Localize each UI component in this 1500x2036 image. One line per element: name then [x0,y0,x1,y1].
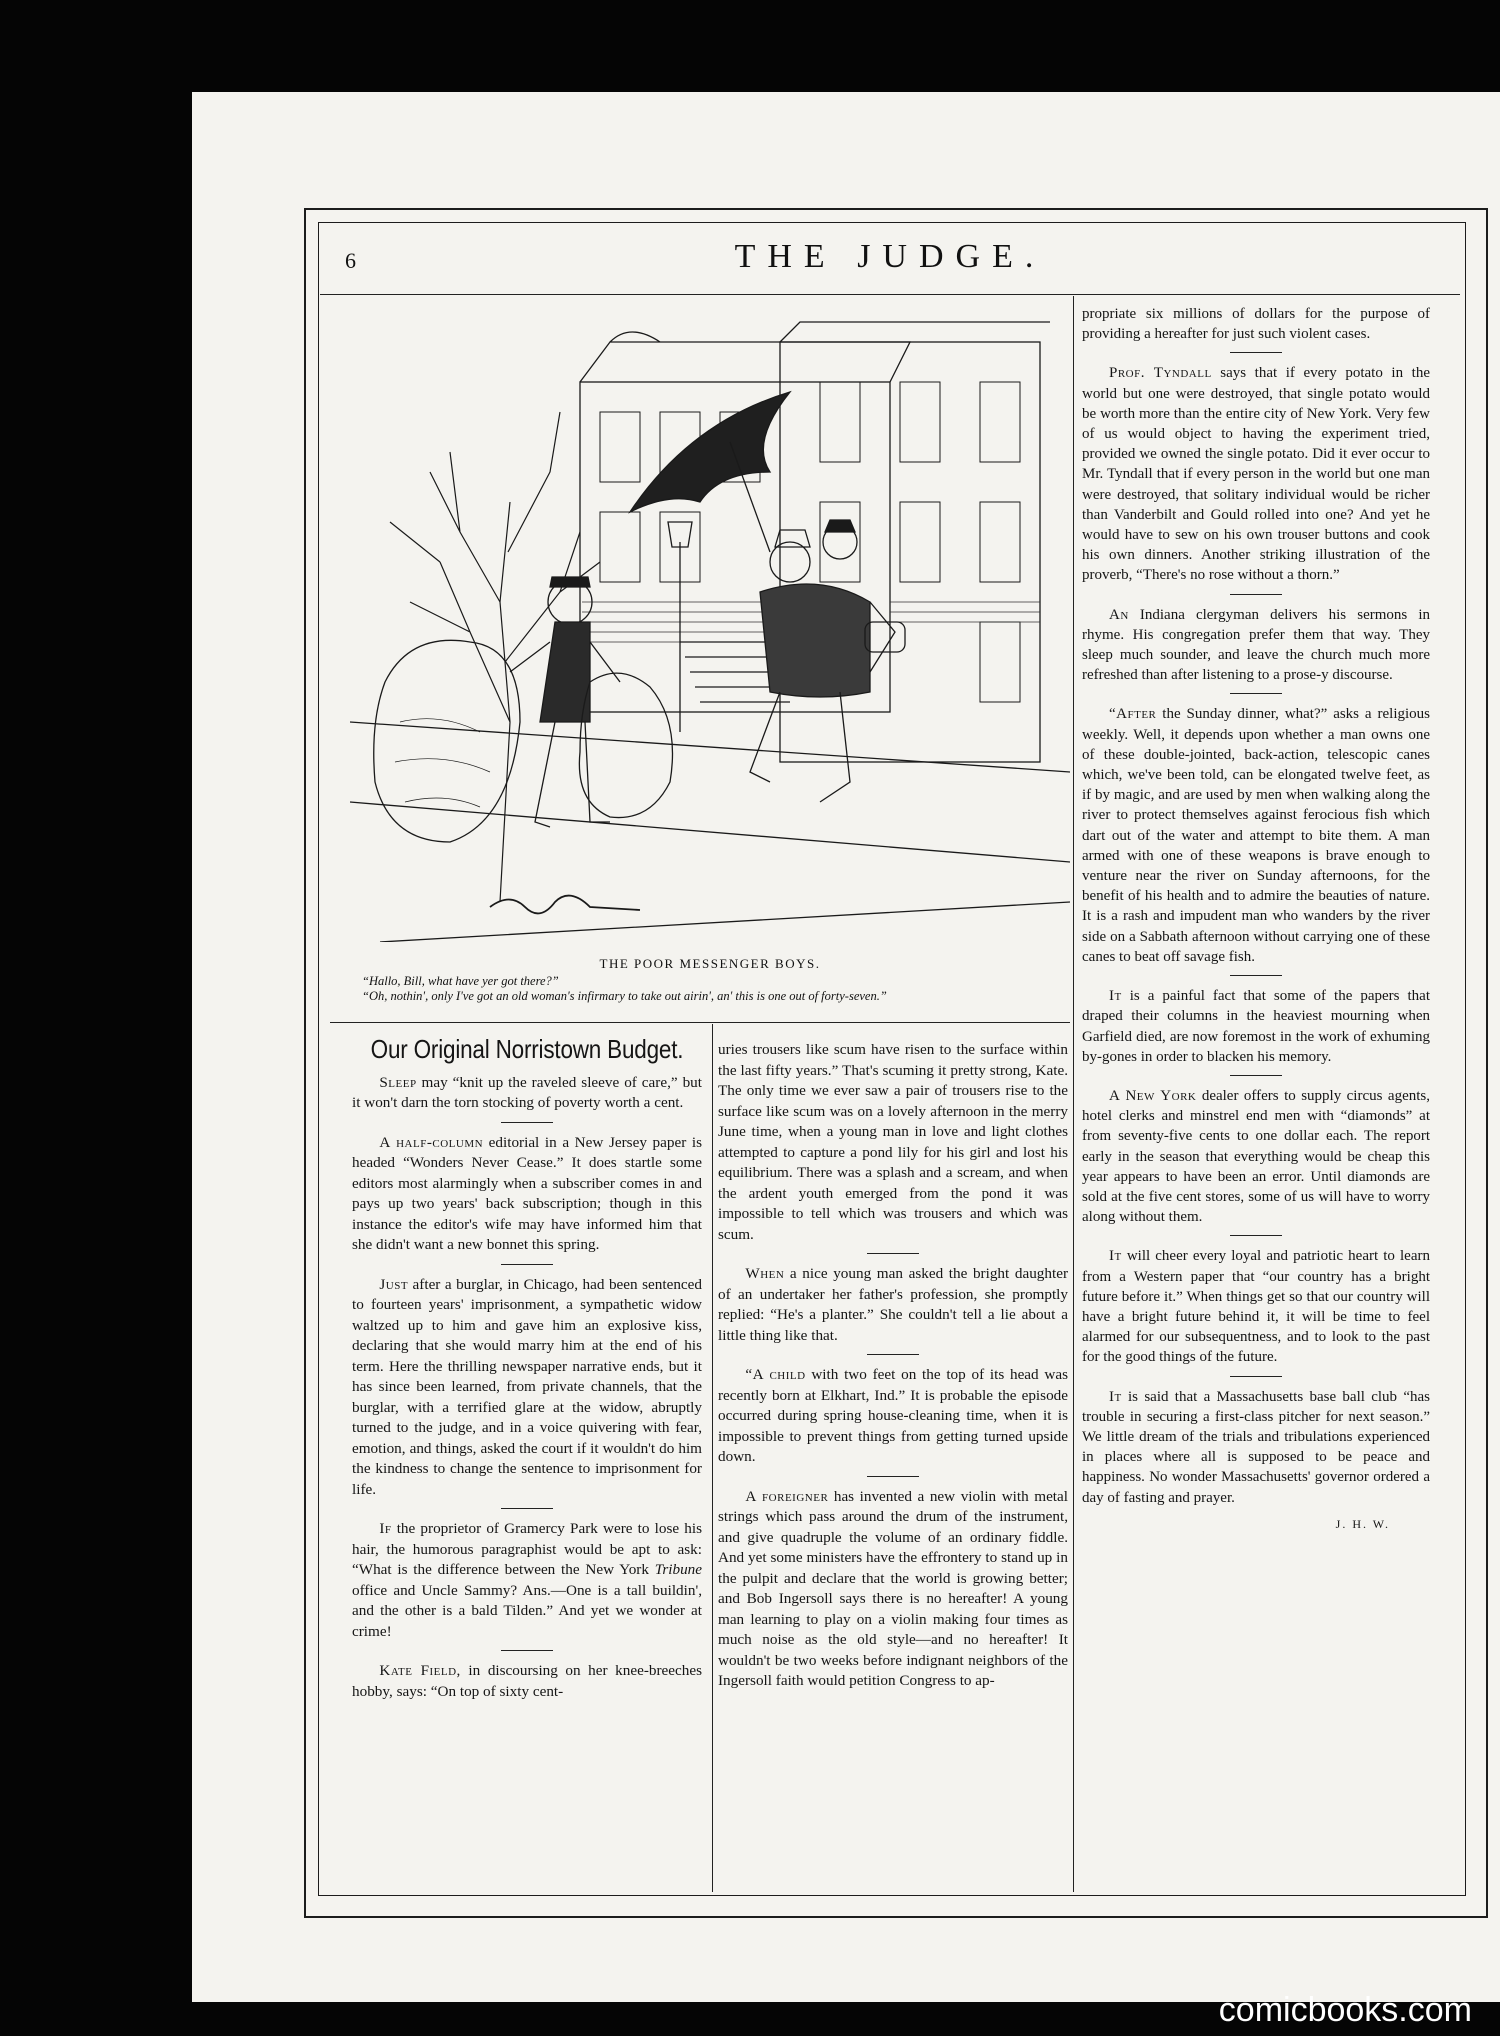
lead-words: A foreigner [745,1487,829,1505]
column-2 [718,1040,1068,1698]
paragraph-separator [867,1354,919,1355]
paragraph [1082,704,1430,967]
paragraph [352,1519,702,1642]
illustration-caption-title: THE POOR MESSENGER BOYS. [599,956,821,971]
lead-words: A New York [1109,1087,1197,1104]
paragraph-separator [1230,693,1282,694]
paragraph-separator [867,1476,919,1477]
paragraph-separator [501,1508,553,1509]
lead-words: “A child [745,1366,806,1383]
paragraph [1082,1387,1430,1508]
italic-text: Tribune [654,1561,702,1578]
paragraph [352,1275,702,1501]
column-rule-middle [712,1024,713,1892]
paragraph: uries trousers like scum have risen to the surface within the last fifty years.” That's scuming it pretty strong, Kate. The only time we ever saw a pair of trousers rise to the surface like scum was on a lovely afternoon in the merry June time, when a young man in love and light clothes attempted to capture a pond lily for his girl and lost his equilibrium. There was a splash and a scream, and when the ardent youth emerged from the pond it was impossible to tell which was trousers and which was scum. [718,1041,1068,1243]
paragraph-text: may “knit up the raveled sleeve of care,” but it won't darn the torn stocking of poverty worth a cent. [352,1073,702,1111]
caption-quote-line-2: “Oh, nothin', only I've got an old woman's infirmary to take out airin', an' this is one out of forty-seven.” [362,989,887,1003]
paragraph [718,1264,1068,1346]
lead-words: A half-column [379,1133,484,1151]
paragraph-separator [867,1253,919,1254]
lead-words: It [1109,1388,1122,1405]
paragraph [352,1661,702,1702]
masthead-title: THE JUDGE. [734,238,1046,275]
article-heading: Our Original Norristown Budget. [370,1035,684,1064]
messenger-boys-engraving [350,302,1070,942]
watermark-text: comicbooks.com [1218,1991,1472,2029]
caption-quote-line-1: “Hallo, Bill, what have yer got there?” [362,974,559,988]
paragraph-separator [1230,1075,1282,1076]
paragraph-text: after a burglar, in Chicago, had been sentenced to fourteen years' imprisonment, a sympathetic widow waltzed up to him and gave him an explosive kiss, declaring that she would marry him at the end of his term. Here the thrilling newspaper narrative ends, but it has since been learned, from private channels, that the burglar, with a terrified glare at the widow, abruptly turned to the judge, and in a voice quivering with fear, emotion, and things, asked the court if it wouldn't do him the kindness to change the sentence to imprisonment for life. [352,1275,702,1498]
lead-words: If [379,1520,392,1537]
paragraph [718,1487,1068,1692]
author-signature: J. H. W. [1335,1516,1390,1531]
paragraph-separator [1230,352,1282,353]
paragraph-text: will cheer every loyal and patriotic heart to learn from a Western paper that “our country has a bright future before it.” When things get so that our country will have a bright future behind it, it will be time to feel alarmed for our subsequentness, and to look to the past for the good things of the future. [1082,1248,1430,1366]
paragraph-text: a nice young man asked the bright daughter of an undertaker her father's profession, she promptly replied: “He's a planter.” She couldn't tell a lie about a little thing like that. [718,1265,1068,1344]
paragraph-separator [1230,1376,1282,1377]
paragraph [1082,1086,1430,1227]
paragraph-text: in discoursing on her knee-breeches hobby, says: “On top of sixty cent- [352,1662,702,1700]
illustration [350,302,1070,942]
lead-words: An [1109,606,1129,623]
lead-words: Just [379,1275,409,1293]
paragraph-text: is a painful fact that some of the papers that draped their columns in the heaviest mourning when Garfield died, are now foremost in the work of exhuming by-gones in order to blacken his memory. [1082,988,1430,1065]
paragraph-separator [501,1122,553,1123]
lead-words: When [745,1265,785,1282]
column-3 [1082,304,1430,1534]
column-1 [352,1035,702,1708]
paragraph-separator [501,1264,553,1265]
illustration-caption-quote [350,974,1080,1004]
paragraph-text: office and Uncle Sammy? Ans.—One is a tall buildin', and the other is a bald Tilden.” And yet we wonder at crime! [352,1581,702,1640]
paragraph [352,1133,702,1256]
paragraph-separator [1230,975,1282,976]
paragraph-text: the Sunday dinner, what?” asks a religious weekly. Well, it depends upon whether a man owns one of these double-jointed, back-action, telescopic canes which, we've been told, can be elongated twelve feet, as if by magic, and are used by men when walking along the river to protect themselves against ferocious fish which dart out of the water and attempt to bite them. A man armed with one of these weapons is brave enough to venture near the river on Sunday afternoons, for the benefit of his health and to admire the beauties of nature. It is a rash and impudent man who wanders by the river side on a Sabbath afternoon without carrying one of these canes to beat off savage fish. [1082,706,1430,965]
paragraph-text: has invented a new violin with metal strings which pass around the drum of the instrument, and give quadruple the volume of an ordinary fiddle. And yet some ministers have the effrontery to stand up in the pulpit and declare that the world is growing better; and Bob Ingersoll says there is no hereafter! A young man learning to play on a violin making four times as much noise as the old style—and no hereafter! It wouldn't be two weeks before indignant neighbors of the Ingersoll faith would petition Congress to ap- [718,1487,1068,1689]
paragraph [1082,986,1430,1067]
paragraph-text: with two feet on the top of its head was recently born at Elkhart, Ind.” It is probable the episode occurred during spring house-cleaning time, when it is impossible to prevent things from getting turned upside down. [718,1366,1069,1465]
paragraph [1082,1246,1430,1367]
paragraph [352,1073,702,1114]
paragraph-text: is said that a Massachusetts base ball club “has trouble in securing a first-class pitcher for next season.” We little dream of the trials and tribulations experienced in places where all is supposed to be peace and happiness. No wonder Massachusetts' governor ordered a day of fasting and prayer. [1082,1388,1430,1506]
paragraph-text: the proprietor of Gramercy Park were to lose his hair, the humorous paragraphist would be apt to ask: “What is the difference between the New York [352,1520,702,1578]
page-number: 6 [345,248,356,273]
lead-words: It [1109,1248,1122,1265]
paragraph-separator [1230,1235,1282,1236]
paragraph: propriate six millions of dollars for the purpose of providing a hereafter for just such violent cases. [1082,306,1430,343]
paragraph-text: says that if every potato in the world but one were destroyed, that single potato would be worth more than the entire city of New York. Very few of us would object to having the experiment tried, provided we owned the single potato. Did it ever occur to Mr. Tyndall that if every person in the world but one man were destroyed, that solitary individual would be richer than Vanderbilt and Gould rolled into one? And yet he would have to sew on his own trouser buttons and cook his own dinners. Another striking illustration of the proverb, “There's no rose without a thorn.” [1082,365,1430,584]
paragraph [1082,363,1430,585]
lead-words: Sleep [379,1073,417,1091]
paragraph-separator [501,1650,553,1651]
paragraph-text: editorial in a New Jersey paper is headed “Wonders Never Cease.” It does startle some editors most alarmingly when a subscriber comes in and pays up two years' back subscription; though in this instance the editor's wife may have informed him that she didn't want a new bonnet this spring. [352,1133,702,1253]
paragraph-separator [1230,594,1282,595]
column-rule-right [1073,296,1074,1892]
lead-words: Prof. Tyndall [1109,365,1212,382]
paragraph-text: Indiana clergyman delivers his sermons in rhyme. His congregation prefer them that way. They sleep much sounder, and leave the church much more refreshed than after listening to a prose-y discourse. [1082,606,1430,684]
paragraph [718,1365,1068,1468]
paragraph [1082,605,1430,686]
illustration-bottom-rule [330,1022,1070,1023]
lead-words: Kate Field, [379,1662,461,1679]
lead-words: It [1109,988,1122,1005]
masthead-rule [320,294,1460,295]
paragraph-text: dealer offers to supply circus agents, hotel clerks and minstrel end men with “diamonds” at from seventy-five cents to one dollar each. The report early in the season that everything would be cheap this year appears to have been an error. Until diamonds are sold at the five cent stores, some of us will have to worry along without them. [1082,1087,1430,1226]
lead-words: “After [1109,706,1157,723]
